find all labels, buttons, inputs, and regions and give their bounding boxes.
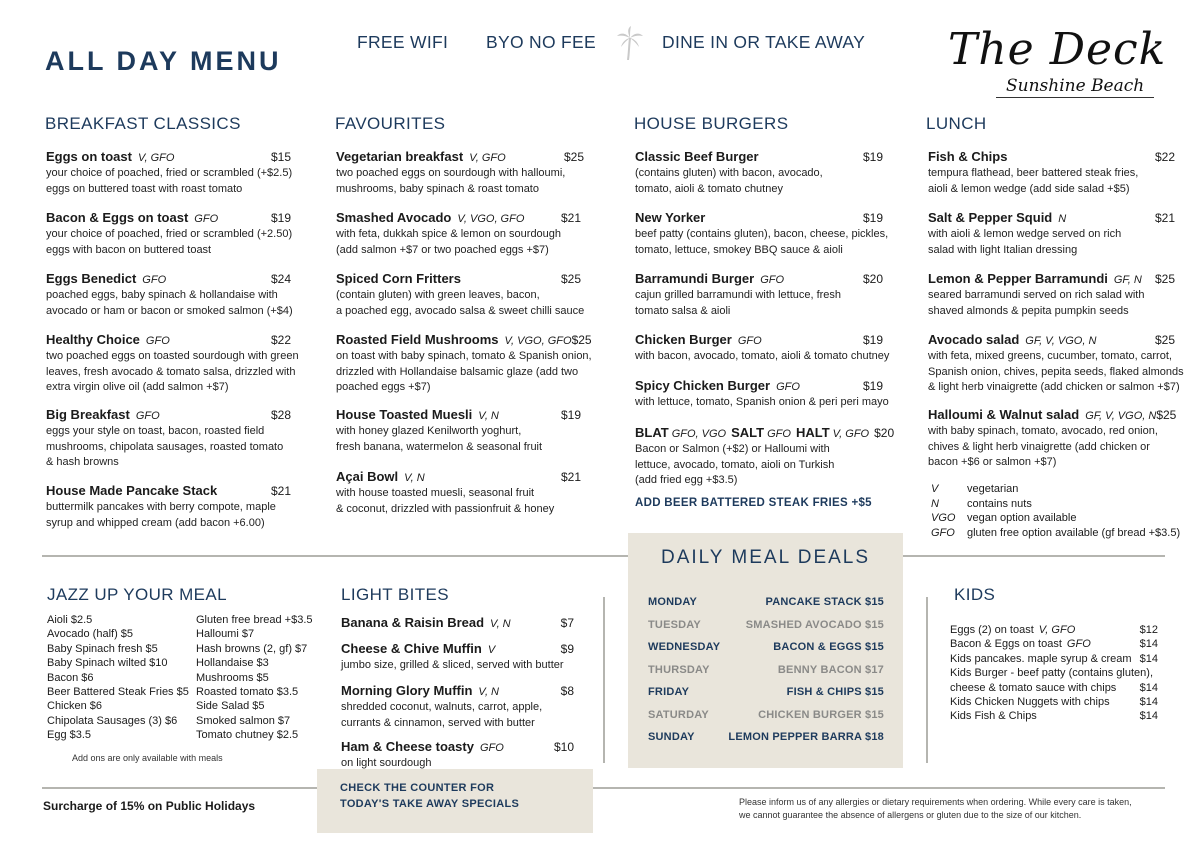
kids-item-price: $12	[1139, 624, 1158, 636]
item-desc-line: with feta, mixed greens, cucumber, tomato, carrot,	[928, 350, 1172, 362]
light-bite-item	[341, 739, 574, 771]
item-name: New Yorker	[635, 210, 706, 225]
deal-offer: SMASHED AVOCADO $15	[745, 619, 884, 631]
item-desc-line: & hash browns	[46, 456, 119, 468]
kids-item	[950, 695, 1158, 709]
specials-line: CHECK THE COUNTER FOR	[340, 782, 495, 794]
item-price: $20	[862, 272, 883, 286]
item-desc-line: with honey glazed Kenilworth yoghurt,	[336, 425, 522, 437]
item-desc-line: your choice of poached, fried or scrambled (+2.50)	[46, 228, 293, 240]
restaurant-logo	[942, 24, 1167, 104]
kids-item	[950, 666, 1158, 680]
item-desc-line: two poached eggs on sourdough with halloumi,	[336, 167, 566, 179]
breakfast-item	[46, 332, 299, 395]
breakfast-item	[46, 210, 291, 257]
item-desc-line: aioli & lemon wedge (add side salad +$5)	[928, 182, 1130, 195]
item-price: $8	[560, 684, 574, 698]
item-name: Fish & Chips	[928, 149, 1008, 164]
menu-title: ALL DAY MENU	[45, 46, 282, 76]
item-desc-line: (add fried egg +$3.5)	[635, 474, 738, 486]
deal-row	[648, 596, 884, 608]
item-desc-line: with feta, dukkah spice & lemon on sourdough	[336, 228, 562, 240]
item-desc-line: mushrooms, baby spinach & roast tomato	[336, 182, 539, 195]
item-name: Halloumi & Walnut salad	[928, 407, 1080, 422]
daily-deals-box	[628, 533, 903, 768]
item-price: $25	[1154, 333, 1175, 347]
item-name: Barramundi Burger	[635, 271, 755, 286]
item-name: Roasted Field Mushrooms	[336, 332, 499, 347]
item-tags: V, GFO	[137, 152, 175, 164]
dietary-legend	[931, 482, 1180, 540]
lunch-item	[928, 332, 1184, 395]
kids-item	[950, 709, 1158, 723]
deal-offer: BENNY BACON $17	[777, 664, 884, 676]
allergy-line: we cannot guarantee the absence of allergens or gluten due to the size of our kitchen.	[739, 810, 1082, 820]
deal-day: FRIDAY	[648, 686, 690, 698]
kids-item-name: Kids Burger - beef patty (contains gluten),	[950, 667, 1153, 680]
item-desc-line: shredded coconut, walnuts, carrot, apple,	[341, 701, 543, 713]
deal-day: MONDAY	[648, 596, 698, 608]
item-desc-line: leaves, fresh avocado & tomato salsa, drizzled with	[46, 365, 296, 378]
item-desc-line: & light herb vinaigrette (add chicken or salmon +$7)	[928, 381, 1180, 393]
tagline-wifi: FREE WIFI	[357, 32, 449, 52]
kids-item-price: $14	[1139, 681, 1158, 694]
addons-column	[196, 613, 313, 743]
kids-item-tags: V, GFO	[1038, 624, 1076, 636]
item-desc-line: with bacon, avocado, tomato, aioli & tomato chutney	[635, 350, 890, 362]
kids-item-name: Eggs (2) on toast	[950, 624, 1034, 636]
item-name: Smashed Avocado	[336, 210, 452, 225]
divider	[42, 787, 317, 789]
item-tags: V, N	[404, 472, 425, 484]
deal-offer: LEMON PEPPER BARRA $18	[728, 731, 884, 743]
tagline-dine: DINE IN OR TAKE AWAY	[662, 32, 866, 52]
item-name: Morning Glory Muffin	[341, 683, 473, 698]
item-desc-line: (contains gluten) with bacon, avocado,	[635, 167, 823, 179]
addon-item: Chicken $6	[47, 700, 103, 713]
deal-row	[648, 731, 884, 743]
item-tags: V, N	[490, 618, 511, 630]
legend-row	[931, 482, 1180, 497]
item-price: $19	[862, 150, 883, 164]
logo-location: Sunshine Beach	[1006, 76, 1145, 96]
addon-item: Beer Battered Steak Fries $5	[47, 686, 189, 699]
deal-offer: FISH & CHIPS $15	[786, 686, 884, 698]
lunch-item	[928, 210, 1175, 257]
item-price: $10	[553, 740, 574, 754]
item-desc-line: jumbo size, grilled & sliced, served with butter	[341, 659, 564, 671]
item-name: Healthy Choice	[46, 332, 140, 347]
deal-day: THURSDAY	[648, 664, 710, 676]
light-bite-item	[341, 615, 574, 631]
kids-item-price: $14	[1139, 710, 1158, 723]
favourites-item	[336, 210, 581, 257]
favourites-title: FAVOURITES	[335, 114, 446, 133]
item-name: Chicken Burger	[635, 332, 732, 347]
palm-tree-icon	[616, 26, 644, 60]
item-name: Spicy Chicken Burger	[635, 378, 771, 393]
item-tags: GFO	[737, 335, 762, 347]
legend-row	[931, 511, 1180, 526]
item-name: Açai Bowl	[336, 469, 399, 484]
item-tags: GF, N	[1113, 274, 1142, 286]
item-name: Cheese & Chive Muffin	[341, 641, 482, 656]
item-tags: GFO	[760, 274, 785, 286]
item-price: $21	[270, 484, 291, 498]
item-desc-line: shaved almonds & pepita pumpkin seeds	[928, 304, 1129, 317]
burger-item	[635, 149, 883, 196]
addon-item: Smoked salmon $7	[196, 714, 291, 727]
item-desc-line: currants & cinnamon, served with butter	[341, 716, 535, 729]
item-desc-line: cajun grilled barramundi with lettuce, fresh	[635, 289, 842, 301]
item-desc-line: seared barramundi served on rich salad with	[928, 289, 1145, 301]
item-tags: GFO	[194, 213, 219, 225]
kids-item-price: $14	[1139, 638, 1158, 651]
lunch-item	[928, 407, 1175, 470]
item-desc-line: & coconut, drizzled with passionfruit & honey	[336, 502, 555, 515]
item-price: $19	[862, 211, 883, 225]
allergy-line: Please inform us of any allergies or dietary requirements when ordering. While every care is taken,	[739, 797, 1132, 807]
item-desc-line: eggs on buttered toast with roast tomato	[46, 182, 243, 195]
item-name: Spiced Corn Fritters	[336, 271, 461, 286]
addon-item: Egg $3.5	[47, 729, 92, 742]
kids-item	[950, 637, 1158, 651]
item-tags: V, N	[478, 410, 499, 422]
deal-offer: PANCAKE STACK $15	[765, 596, 884, 608]
breakfast-title: BREAKFAST CLASSICS	[45, 114, 241, 133]
item-desc-line: (add salmon +$7 or two poached eggs +$7)	[336, 243, 549, 256]
deal-day: WEDNESDAY	[648, 641, 721, 653]
addon-item: Bacon $6	[47, 671, 94, 684]
allergy-notice	[739, 796, 1132, 822]
holiday-surcharge: Surcharge of 15% on Public Holidays	[43, 799, 256, 813]
item-price: $21	[560, 211, 581, 225]
item-price: $25	[1156, 408, 1177, 422]
item-desc-line: two poached eggs on toasted sourdough with green	[46, 350, 299, 362]
tagline-byo: BYO NO FEE	[486, 32, 596, 52]
legend-key: N	[931, 497, 939, 510]
item-name: SALT	[731, 425, 765, 440]
item-name: BLAT	[635, 425, 669, 440]
item-desc-line: buttermilk pancakes with berry compote, maple	[46, 501, 276, 513]
addons-note: Add ons are only available with meals	[72, 753, 223, 763]
item-tags: GFO	[135, 410, 160, 422]
item-tags: V	[487, 644, 496, 656]
item-price: $21	[1154, 211, 1175, 225]
item-price: $20	[874, 426, 895, 440]
favourites-item	[336, 149, 584, 196]
legend-value: gluten free option available (gf bread +$3.5)	[967, 526, 1181, 539]
jazz-title: JAZZ UP YOUR MEAL	[47, 585, 227, 604]
addon-item: Mushrooms $5	[196, 671, 269, 684]
addon-item: Side Salad $5	[196, 700, 265, 713]
item-tags: V, VGO, GFO	[504, 335, 572, 347]
item-tags: GFO	[145, 335, 170, 347]
item-desc-line: poached eggs, baby spinach & hollandaise with	[46, 289, 278, 301]
item-price: $15	[270, 150, 291, 164]
legend-value: vegetarian	[967, 483, 1019, 495]
item-price: $9	[560, 642, 574, 656]
item-desc-line: on light sourdough	[341, 757, 432, 769]
item-desc-line: Bacon or Salmon (+$2) or Halloumi with	[635, 443, 830, 455]
addon-item: Hash browns (2, gf) $7	[196, 642, 308, 655]
light-bites-title: LIGHT BITES	[341, 585, 450, 604]
kids-menu	[950, 623, 1158, 724]
item-name: Lemon & Pepper Barramundi	[928, 271, 1108, 286]
burger-item	[635, 378, 889, 410]
kids-item-name: Kids Chicken Nuggets with chips	[950, 696, 1110, 709]
breakfast-item	[46, 483, 291, 530]
item-name: Avocado salad	[928, 332, 1020, 347]
item-tags: V, N	[478, 686, 499, 698]
divider	[926, 597, 928, 763]
item-desc-line: Spanish onion, chives, pepita seeds, flaked almonds	[928, 365, 1184, 378]
light-bite-item	[341, 641, 574, 673]
lunch-item	[928, 271, 1175, 318]
takeaway-specials-box	[317, 769, 593, 833]
burger-item-blat	[635, 425, 895, 488]
divider	[603, 597, 605, 763]
item-name: House Toasted Muesli	[336, 407, 473, 422]
item-desc-line: tomato salsa & aioli	[635, 304, 731, 317]
item-name: Banana & Raisin Bread	[341, 615, 485, 630]
burger-item	[635, 271, 883, 318]
deal-row	[648, 619, 884, 631]
item-tags: GFO, VGO	[671, 428, 727, 440]
item-desc-line: on toast with baby spinach, tomato & Spanish onion,	[336, 350, 592, 362]
addon-item: Roasted tomato $3.5	[196, 686, 299, 699]
item-price: $19	[862, 379, 883, 393]
legend-key: GFO	[931, 526, 955, 539]
item-tags: V, GFO	[469, 152, 506, 164]
item-desc-line: eggs with bacon on buttered toast	[46, 243, 212, 256]
item-price: $19	[270, 211, 291, 225]
item-name: Vegetarian breakfast	[336, 149, 464, 164]
item-tags: V, VGO, GFO	[457, 213, 525, 225]
legend-key: VGO	[931, 512, 956, 524]
logo-name: The Deck	[948, 24, 1167, 75]
item-desc-line: your choice of poached, fried or scrambled (+$2.5)	[46, 167, 293, 179]
item-desc-line: bacon +$6 or salmon +$7)	[928, 456, 1057, 468]
deal-day: TUESDAY	[648, 619, 701, 631]
specials-line: TODAY'S TAKE AWAY SPECIALS	[340, 798, 520, 810]
kids-item-price: $14	[1139, 696, 1158, 709]
item-price: $25	[571, 333, 592, 347]
addon-item: Avocado (half) $5	[47, 628, 134, 641]
deal-day: SUNDAY	[648, 731, 695, 743]
deal-offer: BACON & EGGS $15	[773, 641, 884, 653]
divider	[903, 555, 1165, 557]
item-name: House Made Pancake Stack	[46, 483, 218, 498]
item-desc-line: tempura flathead, beer battered steak fries,	[928, 167, 1139, 179]
deals-title: DAILY MEAL DEALS	[660, 547, 871, 568]
lunch-item	[928, 149, 1175, 196]
item-tags: V, GFO	[832, 428, 870, 440]
item-tags: GF, V, VGO, N	[1025, 335, 1097, 347]
kids-item-name: Kids pancakes. maple syrup & cream	[950, 652, 1132, 665]
breakfast-item	[46, 271, 291, 318]
item-name: Ham & Cheese toasty	[341, 739, 474, 754]
kids-item-name: Bacon & Eggs on toast	[950, 638, 1062, 651]
kids-title: KIDS	[954, 585, 996, 604]
item-desc-line: a poached egg, avocado salsa & sweet chilli sauce	[336, 304, 585, 317]
item-desc-line: beef patty (contains gluten), bacon, cheese, pickles,	[635, 228, 889, 240]
addon-item: Tomato chutney $2.5	[196, 729, 299, 742]
item-desc-line: salad with light Italian dressing	[928, 243, 1078, 256]
item-tags: GFO	[142, 274, 167, 286]
kids-item-tags: GFO	[1066, 638, 1091, 651]
item-name: Salt & Pepper Squid	[928, 210, 1053, 225]
item-desc-line: with baby spinach, tomato, avocado, red onion,	[928, 425, 1158, 437]
logo-underline	[996, 97, 1154, 98]
item-price: $25	[563, 150, 584, 164]
favourites-item	[336, 469, 581, 516]
item-tags: GFO	[767, 428, 791, 440]
fries-addon: ADD BEER BATTERED STEAK FRIES +$5	[635, 497, 872, 509]
item-desc-line: extra virgin olive oil (add salmon +$7)	[46, 381, 229, 393]
item-desc-line: poached eggs +$7)	[336, 381, 431, 393]
item-desc-line: eggs your style on toast, bacon, roasted field	[46, 425, 265, 437]
legend-value: vegan option available	[967, 512, 1077, 524]
item-desc-line: syrup and whipped cream (add bacon +6.00)	[46, 516, 265, 529]
item-desc-line: drizzled with Hollandaise balsamic glaze (add two	[336, 365, 579, 378]
addon-item: Chipolata Sausages (3) $6	[47, 714, 178, 727]
item-desc-line: mushrooms, chipolata sausages, roasted tomato	[46, 440, 284, 453]
deal-day: SATURDAY	[648, 709, 709, 721]
item-price: $22	[270, 333, 291, 347]
item-price: $21	[560, 470, 581, 484]
item-tags: N	[1058, 213, 1067, 225]
item-desc-line: with lettuce, tomato, Spanish onion & peri peri mayo	[635, 396, 889, 408]
item-name: Big Breakfast	[46, 407, 130, 422]
item-desc-line: avocado or ham or bacon or smoked salmon (+$4)	[46, 304, 293, 317]
kids-item	[950, 681, 1158, 695]
item-tags: GFO	[479, 742, 504, 754]
deal-row	[648, 641, 884, 653]
item-price: $24	[270, 272, 291, 286]
item-tags: GFO	[776, 381, 800, 393]
legend-value: contains nuts	[967, 497, 1032, 510]
divider	[593, 787, 1165, 789]
item-desc-line: lettuce, avocado, tomato, aioli on Turkish	[635, 458, 835, 471]
item-desc-line: chives & light herb vinaigrette (add chicken or	[928, 440, 1150, 453]
breakfast-item	[46, 407, 291, 470]
item-desc-line: with house toasted muesli, seasonal fruit	[336, 487, 535, 499]
addon-item: Baby Spinach fresh $5	[47, 642, 158, 655]
item-tags: GF, V, VGO, N	[1085, 410, 1157, 422]
item-name: HALT	[795, 425, 830, 440]
breakfast-item	[46, 149, 291, 196]
item-price: $19	[560, 408, 581, 422]
legend-key: V	[931, 483, 939, 495]
favourites-item	[336, 271, 585, 318]
light-bite-item	[341, 683, 574, 730]
item-price: $25	[560, 272, 581, 286]
item-price: $25	[1154, 272, 1175, 286]
item-price: $19	[862, 333, 883, 347]
item-name: Bacon & Eggs on toast	[46, 210, 189, 225]
legend-row	[931, 526, 1180, 541]
addon-item: Halloumi $7	[196, 628, 255, 641]
addon-item: Baby Spinach wilted $10	[47, 657, 168, 670]
item-desc-line: tomato, aioli & tomato chutney	[635, 182, 783, 195]
burgers-title: HOUSE BURGERS	[634, 114, 789, 133]
kids-item	[950, 623, 1158, 637]
burger-item	[635, 210, 889, 257]
legend-row	[931, 497, 1180, 512]
kids-item-price: $14	[1139, 652, 1158, 665]
addon-item: Aioli $2.5	[47, 614, 93, 626]
divider	[42, 555, 628, 557]
burger-item	[635, 332, 890, 364]
item-desc-line: tomato, lettuce, smokey BBQ sauce & aioli	[635, 243, 843, 256]
kids-item	[950, 652, 1158, 666]
kids-item-name: Kids Fish & Chips	[950, 710, 1037, 723]
item-name: Eggs on toast	[46, 149, 132, 164]
item-price: $7	[560, 616, 574, 630]
deal-row	[648, 709, 884, 721]
kids-item-name: cheese & tomato sauce with chips	[950, 681, 1117, 694]
item-desc-line: (contain gluten) with green leaves, bacon,	[336, 289, 540, 301]
addon-item: Gluten free bread +$3.5	[196, 614, 313, 626]
item-name: Eggs Benedict	[46, 271, 137, 286]
deal-row	[648, 664, 884, 676]
deal-row	[648, 686, 884, 698]
item-desc-line: fresh banana, watermelon & seasonal fruit	[336, 440, 543, 453]
item-name: Classic Beef Burger	[635, 149, 759, 164]
item-price: $28	[270, 408, 291, 422]
item-desc-line: with aioli & lemon wedge served on rich	[928, 228, 1122, 240]
favourites-item	[336, 332, 592, 395]
item-price: $22	[1154, 150, 1175, 164]
addon-item: Hollandaise $3	[196, 657, 269, 670]
lunch-title: LUNCH	[926, 114, 987, 133]
favourites-item	[336, 407, 581, 454]
addons-column	[47, 613, 189, 743]
deal-offer: CHICKEN BURGER $15	[758, 709, 884, 721]
